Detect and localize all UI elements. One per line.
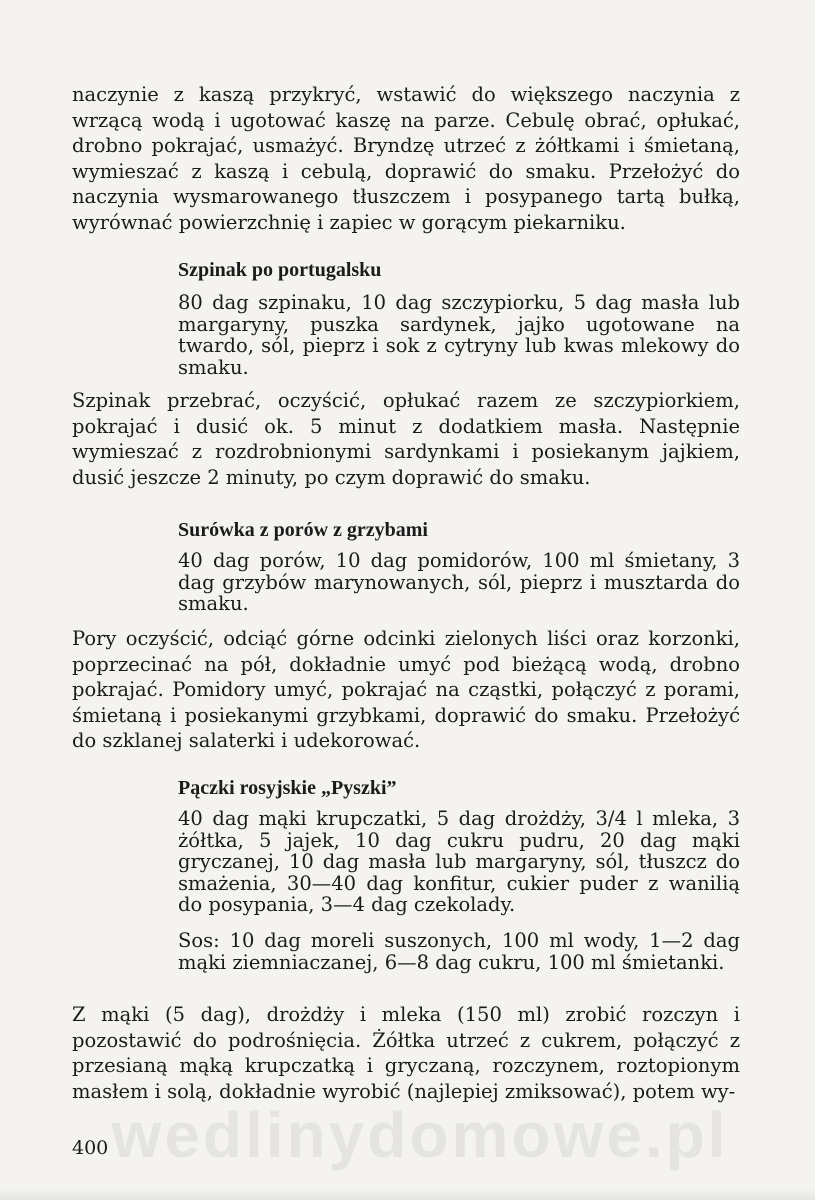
recipe-sauce: Sos: 10 dag moreli suszonych, 100 ml wody, 1—2 dag mąki ziemniaczanej, 6—8 dag cukru, 100 ml śmietanki. <box>178 929 740 974</box>
recipe-title: Surówka z porów z grzybami <box>178 519 428 541</box>
page-number: 400 <box>72 1137 109 1159</box>
recipe-method: Pory oczyścić, odciąć górne odcinki zielonych liści oraz korzonki, poprzecinać na pół, dokładnie umyć pod bieżącą wodą, drobno pokrajać. Pomidory umyć, pokrajać na cząstki, połączyć z porami, śmietaną i posiekanymi grzybkami, doprawić do smaku. Przełożyć do szklanej salaterki i udekorować. <box>72 627 740 752</box>
recipe-ingredients: 40 dag porów, 10 dag pomidorów, 100 ml śmietany, 3 dag grzybów marynowanych, sól, pieprz i musztarda do smaku. <box>178 549 740 615</box>
recipe-title: Szpinak po portugalsku <box>178 259 382 281</box>
page-edge <box>0 1188 815 1200</box>
recipe-method: Szpinak przebrać, oczyścić, opłukać razem ze szczypiorkiem, pokrajać i dusić ok. 5 minut z dodatkiem masła. Następnie wymieszać z rozdrobnionymi sardynkami i posiekanym jajkiem, dusić jeszcze 2 minuty, po czym doprawić do smaku. <box>72 389 740 489</box>
recipe-title: Pączki rosyjskie „Pyszki” <box>178 777 397 799</box>
recipe-ingredients: 40 dag mąki krupczatki, 5 dag drożdży, 3/4 l mleka, 3 żółtka, 5 jajek, 10 dag cukru pudru, 20 dag mąki gryczanej, 10 dag masła lub margaryny, sól, tłuszcz do smażenia, 30—40 dag konfitur, cukier puder z wanilią do posypania, 3—4 dag czekolady. <box>178 807 740 916</box>
recipe-method: Z mąki (5 dag), drożdży i mleka (150 ml) zrobić rozczyn i pozostawić do podrośnięcia. Żółtka utrzeć z cukrem, połączyć z przesianą mąką krupczatką i gryczaną, rozczynem, roztopionym masłem i solą, dokładnie wyrobić (najlepiej zmiksować), potem wy- <box>72 1003 740 1103</box>
intro-paragraph: naczynie z kaszą przykryć, wstawić do większego naczynia z wrzącą wodą i ugotować kaszę na parze. Cebulę obrać, opłukać, drobno pokrajać, usmażyć. Bryndzę utrzeć z żółtkami i śmietaną, wymieszać z kaszą i cebulą, doprawić do smaku. Przełożyć do naczynia wysmarowanego tłuszczem i posypanego tartą bułką, wyrównać powierzchnię i zapiec w gorącym piekarniku. <box>72 83 740 234</box>
watermark: wedlinydomowe.pl <box>111 1099 729 1171</box>
recipe-ingredients: 80 dag szpinaku, 10 dag szczypiorku, 5 dag masła lub margaryny, puszka sardynek, jajko ugotowane na twardo, sól, pieprz i sok z cytryny lub kwas mlekowy do smaku. <box>178 291 740 379</box>
